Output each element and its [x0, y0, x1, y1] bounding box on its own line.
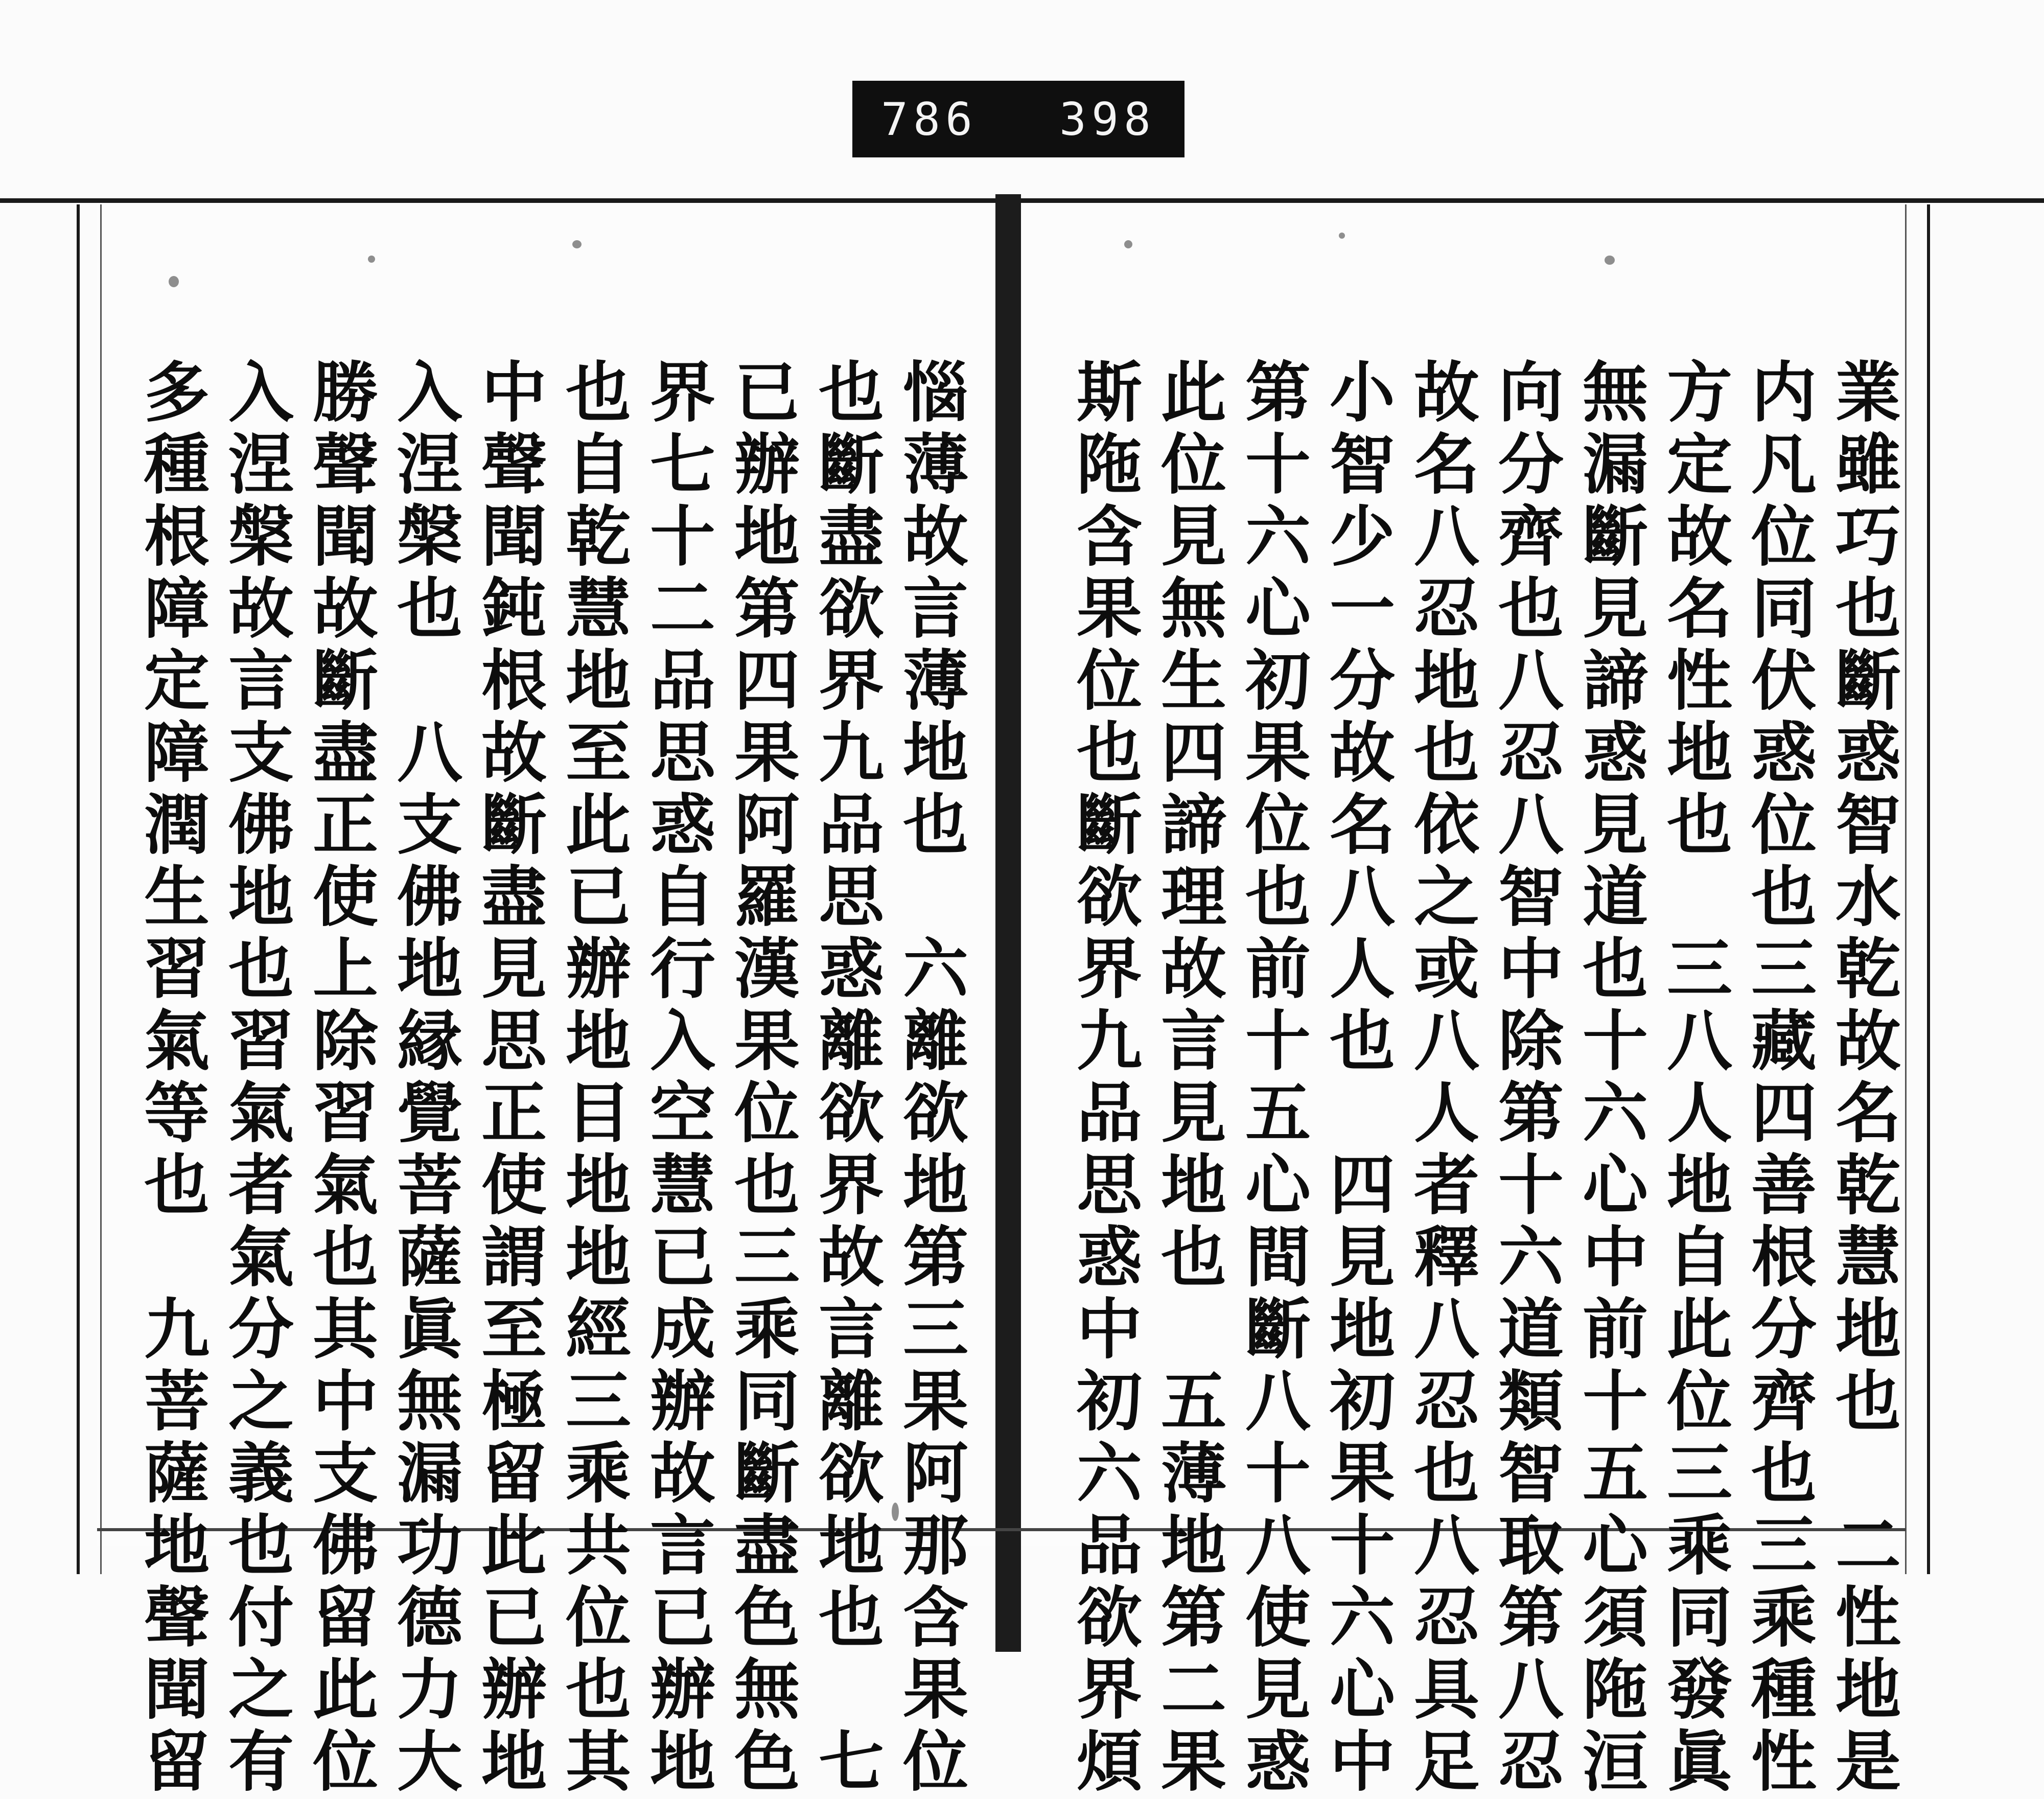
text-column: 惱薄故言薄地也 六離欲地第三果阿那含果位: [892, 358, 968, 1799]
text-column: 故名八忍地也依之或八人者釋八忍也八忍具足: [1403, 358, 1479, 1799]
text-column: 小智少一分故名八人也 四見地初果十六心中: [1318, 358, 1395, 1799]
text-column: 業雖巧也斷惑智水乾故名乾慧地也 二性地是: [1824, 358, 1901, 1799]
text-column: 内凡位同伏惑位也三藏四善根分齊也三乘種性: [1740, 358, 1817, 1799]
text-column: 界七十二品思惑自行入空慧已成辦故言已辦地: [639, 358, 715, 1799]
text-column: 多種根障定障潤生習氣等也 九菩薩地聲聞留: [133, 358, 210, 1799]
text-column: 已辦地第四果阿羅漢果位也三乘同斷盡色無色: [723, 358, 800, 1799]
ink-speck: [368, 256, 375, 263]
text-column: 也自乾慧地至此已辦地目地地經三乘共位也其: [554, 358, 631, 1799]
ink-speck: [169, 276, 179, 287]
text-column: 向分齊也八忍八智中除第十六道類智取第八忍: [1487, 358, 1564, 1799]
top-scan-rule: [0, 198, 2044, 203]
text-column: 此位見無生四諦理故言見地也 五薄地第二果: [1150, 358, 1226, 1799]
ink-speck: [1124, 240, 1132, 248]
text-column: 斯陁含果位也斷欲界九品思惑中初六品欲界煩: [1065, 358, 1142, 1799]
text-column: 入涅槃也 八支佛地縁覺菩薩眞無漏功德力大: [386, 358, 462, 1799]
scan-label-right-number: 398: [1059, 93, 1156, 146]
text-column: 勝聲聞故斷盡正使上除習氣也其中支佛留此位: [301, 358, 378, 1799]
scan-label-left-number: 786: [881, 93, 978, 146]
text-column: 入涅槃故言支佛地也習氣者氣分之義也付之有: [217, 358, 294, 1799]
text-column: 第十六心初果位也前十五心間斷八十八使見惑: [1234, 358, 1311, 1799]
left-page-text: [0, 358, 2044, 1799]
text-column: 也斷盡欲界九品思惑離欲界故言離欲地也 七: [807, 358, 884, 1799]
ink-speck: [572, 240, 582, 248]
ink-speck: [1605, 256, 1615, 265]
scan-label: [852, 81, 1184, 157]
text-column: 方定故名性地也 三八人地自此位三乘同發眞: [1656, 358, 1732, 1799]
text-column: 無漏斷見諦惑見道也十六心中前十五心須陁洹: [1571, 358, 1648, 1799]
text-column: 中聲聞鈍根故斷盡見思正使謂至極留此已辦地: [470, 358, 547, 1799]
ink-speck: [1339, 233, 1345, 239]
